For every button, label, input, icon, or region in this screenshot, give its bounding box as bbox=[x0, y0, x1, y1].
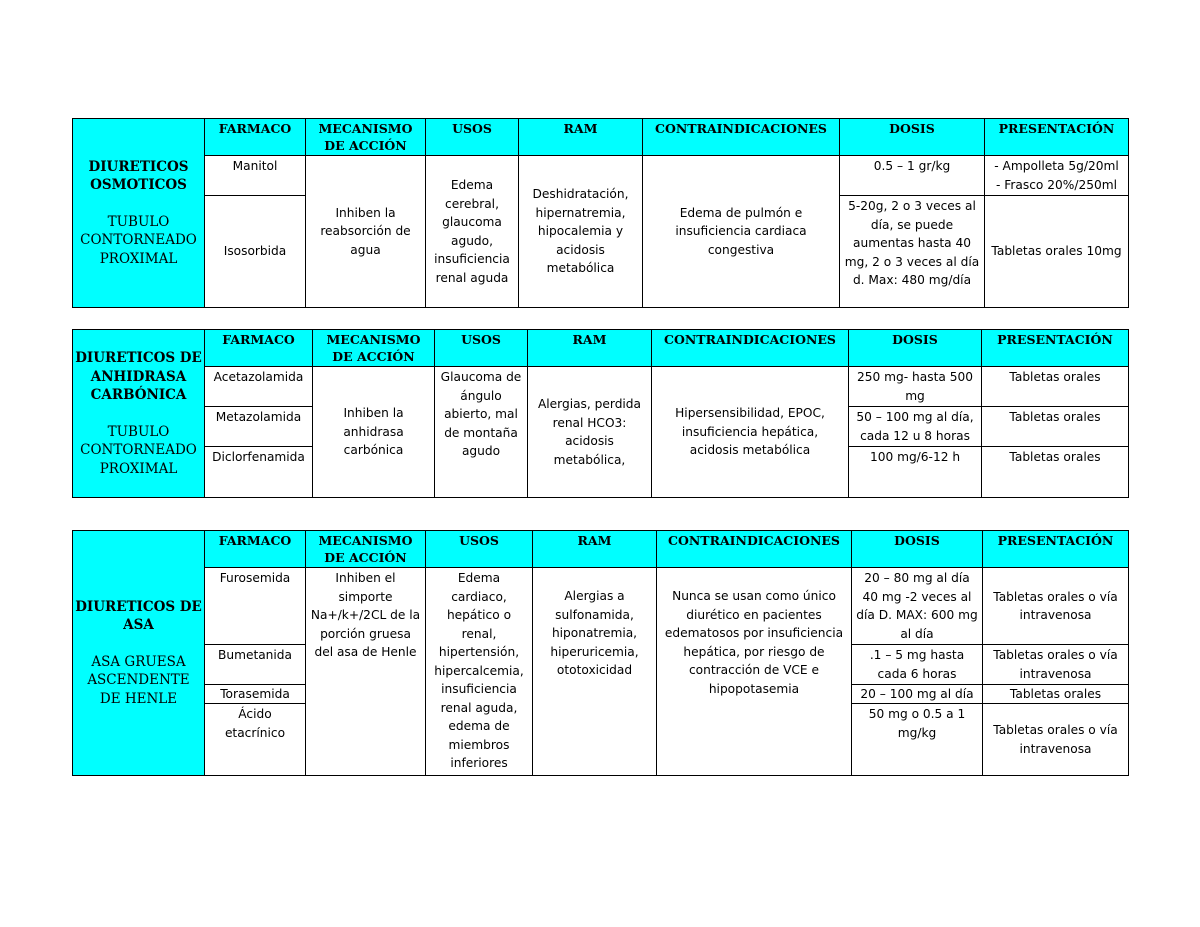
header-dosis: DOSIS bbox=[849, 330, 982, 367]
farmaco-cell: Acetazolamida bbox=[205, 367, 313, 407]
presentacion-line: - Frasco 20%/250ml bbox=[996, 177, 1117, 192]
presentacion-cell bbox=[985, 156, 1129, 196]
presentacion-cell: Tabletas orales o vía intravenosa bbox=[983, 704, 1129, 776]
mecanismo-cell: Inhiben la anhidrasa carbónica bbox=[313, 367, 435, 498]
header-presentacion: PRESENTACIÓN bbox=[985, 119, 1129, 156]
presentacion-cell: Tabletas orales bbox=[982, 407, 1129, 447]
farmaco-cell: Ácido etacrínico bbox=[205, 704, 306, 776]
presentacion-cell bbox=[985, 196, 1129, 308]
table-diureticos-osmoticos bbox=[72, 118, 1129, 308]
header-contraindicaciones: CONTRAINDICACIONES bbox=[657, 531, 852, 568]
usos-cell: Edema cardiaco, hepático o renal, hipertensión, hipercalcemia, insuficiencia renal aguda, edema de miembros inferiores bbox=[426, 568, 533, 776]
header-ram: RAM bbox=[533, 531, 657, 568]
category-cell bbox=[73, 119, 205, 308]
header-dosis: DOSIS bbox=[852, 531, 983, 568]
mecanismo-cell: Inhiben el simporte Na+/k+/2CL de la porción gruesa del asa de Henle bbox=[306, 568, 426, 776]
table-diureticos-anhidrasa bbox=[72, 329, 1129, 498]
category-cell bbox=[73, 330, 205, 498]
dosis-cell: 50 – 100 mg al día, cada 12 u 8 horas bbox=[849, 407, 982, 447]
header-farmaco: FARMACO bbox=[205, 119, 306, 156]
presentacion-cell: Tabletas orales bbox=[982, 447, 1129, 498]
header-mecanismo: MECANISMO DE ACCIÓN bbox=[306, 119, 426, 156]
header-mecanismo: MECANISMO DE ACCIÓN bbox=[313, 330, 435, 367]
header-contraindicaciones: CONTRAINDICACIONES bbox=[652, 330, 849, 367]
presentacion-line: Tabletas orales 10mg bbox=[991, 244, 1122, 259]
farmaco-cell: Furosemida bbox=[205, 568, 306, 645]
ram-cell: Alergias, perdida renal HCO3: acidosis metabólica, bbox=[528, 367, 652, 498]
presentacion-line: - Ampolleta 5g/20ml bbox=[994, 159, 1119, 173]
presentacion-cell: Tabletas orales bbox=[983, 685, 1129, 704]
header-mecanismo: MECANISMO DE ACCIÓN bbox=[306, 531, 426, 568]
presentacion-cell: Tabletas orales o vía intravenosa bbox=[983, 645, 1129, 685]
usos-cell: Edema cerebral, glaucoma agudo, insuficiencia renal aguda bbox=[426, 156, 519, 308]
header-dosis: DOSIS bbox=[840, 119, 985, 156]
contraindicaciones-cell: Nunca se usan como único diurético en pacientes edematosos por insuficiencia hepática, por riesgo de contracción de VCE e hipopotasemia bbox=[657, 568, 852, 776]
presentacion-cell: Tabletas orales bbox=[982, 367, 1129, 407]
usos-cell: Glaucoma de ángulo abierto, mal de montaña agudo bbox=[435, 367, 528, 498]
dosis-cell: 100 mg/6-12 h bbox=[849, 447, 982, 498]
category-location: ASA GRUESA ASCENDENTE DE HENLE bbox=[87, 653, 190, 707]
header-contraindicaciones: CONTRAINDICACIONES bbox=[643, 119, 840, 156]
dosis-cell: 250 mg- hasta 500 mg bbox=[849, 367, 982, 407]
header-ram: RAM bbox=[519, 119, 643, 156]
dosis-cell: 50 mg o 0.5 a 1 mg/kg bbox=[852, 704, 983, 776]
farmaco-cell: Diclorfenamida bbox=[205, 447, 313, 498]
dosis-cell: 5-20g, 2 o 3 veces al día, se puede aumentas hasta 40 mg, 2 o 3 veces al día d. Max: 480 mg/día bbox=[840, 196, 985, 308]
farmaco-cell: Metazolamida bbox=[205, 407, 313, 447]
contraindicaciones-cell: Edema de pulmón e insuficiencia cardiaca congestiva bbox=[643, 156, 840, 308]
category-name: DIURETICOS DE ASA bbox=[75, 598, 202, 634]
header-farmaco: FARMACO bbox=[205, 531, 306, 568]
header-ram: RAM bbox=[528, 330, 652, 367]
presentacion-cell: Tabletas orales o vía intravenosa bbox=[983, 568, 1129, 645]
mecanismo-cell: Inhiben la reabsorción de agua bbox=[306, 156, 426, 308]
header-usos: USOS bbox=[426, 531, 533, 568]
farmaco-cell: Bumetanida bbox=[205, 645, 306, 685]
dosis-cell: 20 – 80 mg al día 40 mg -2 veces al día D. MAX: 600 mg al día bbox=[852, 568, 983, 645]
farmaco-cell: Torasemida bbox=[205, 685, 306, 704]
dosis-cell: 0.5 – 1 gr/kg bbox=[840, 156, 985, 196]
header-presentacion: PRESENTACIÓN bbox=[982, 330, 1129, 367]
farmaco-cell: Manitol bbox=[205, 156, 306, 196]
category-name: DIURETICOS OSMOTICOS bbox=[88, 158, 189, 194]
ram-cell: Alergias a sulfonamida, hiponatremia, hiperuricemia, ototoxicidad bbox=[533, 568, 657, 776]
header-presentacion: PRESENTACIÓN bbox=[983, 531, 1129, 568]
dosis-cell: 20 – 100 mg al día bbox=[852, 685, 983, 704]
category-cell bbox=[73, 531, 205, 776]
header-usos: USOS bbox=[435, 330, 528, 367]
farmaco-cell: Isosorbida bbox=[205, 196, 306, 308]
dosis-cell: .1 – 5 mg hasta cada 6 horas bbox=[852, 645, 983, 685]
table-diureticos-asa bbox=[72, 530, 1129, 776]
header-farmaco: FARMACO bbox=[205, 330, 313, 367]
contraindicaciones-cell: Hipersensibilidad, EPOC, insuficiencia hepática, acidosis metabólica bbox=[652, 367, 849, 498]
category-location: TUBULO CONTORNEADO PROXIMAL bbox=[80, 213, 197, 267]
category-name: DIURETICOS DE ANHIDRASA CARBÓNICA bbox=[75, 350, 202, 403]
category-location: TUBULO CONTORNEADO PROXIMAL bbox=[80, 423, 197, 477]
header-usos: USOS bbox=[426, 119, 519, 156]
ram-cell: Deshidratación, hipernatremia, hipocalemia y acidosis metabólica bbox=[519, 156, 643, 308]
